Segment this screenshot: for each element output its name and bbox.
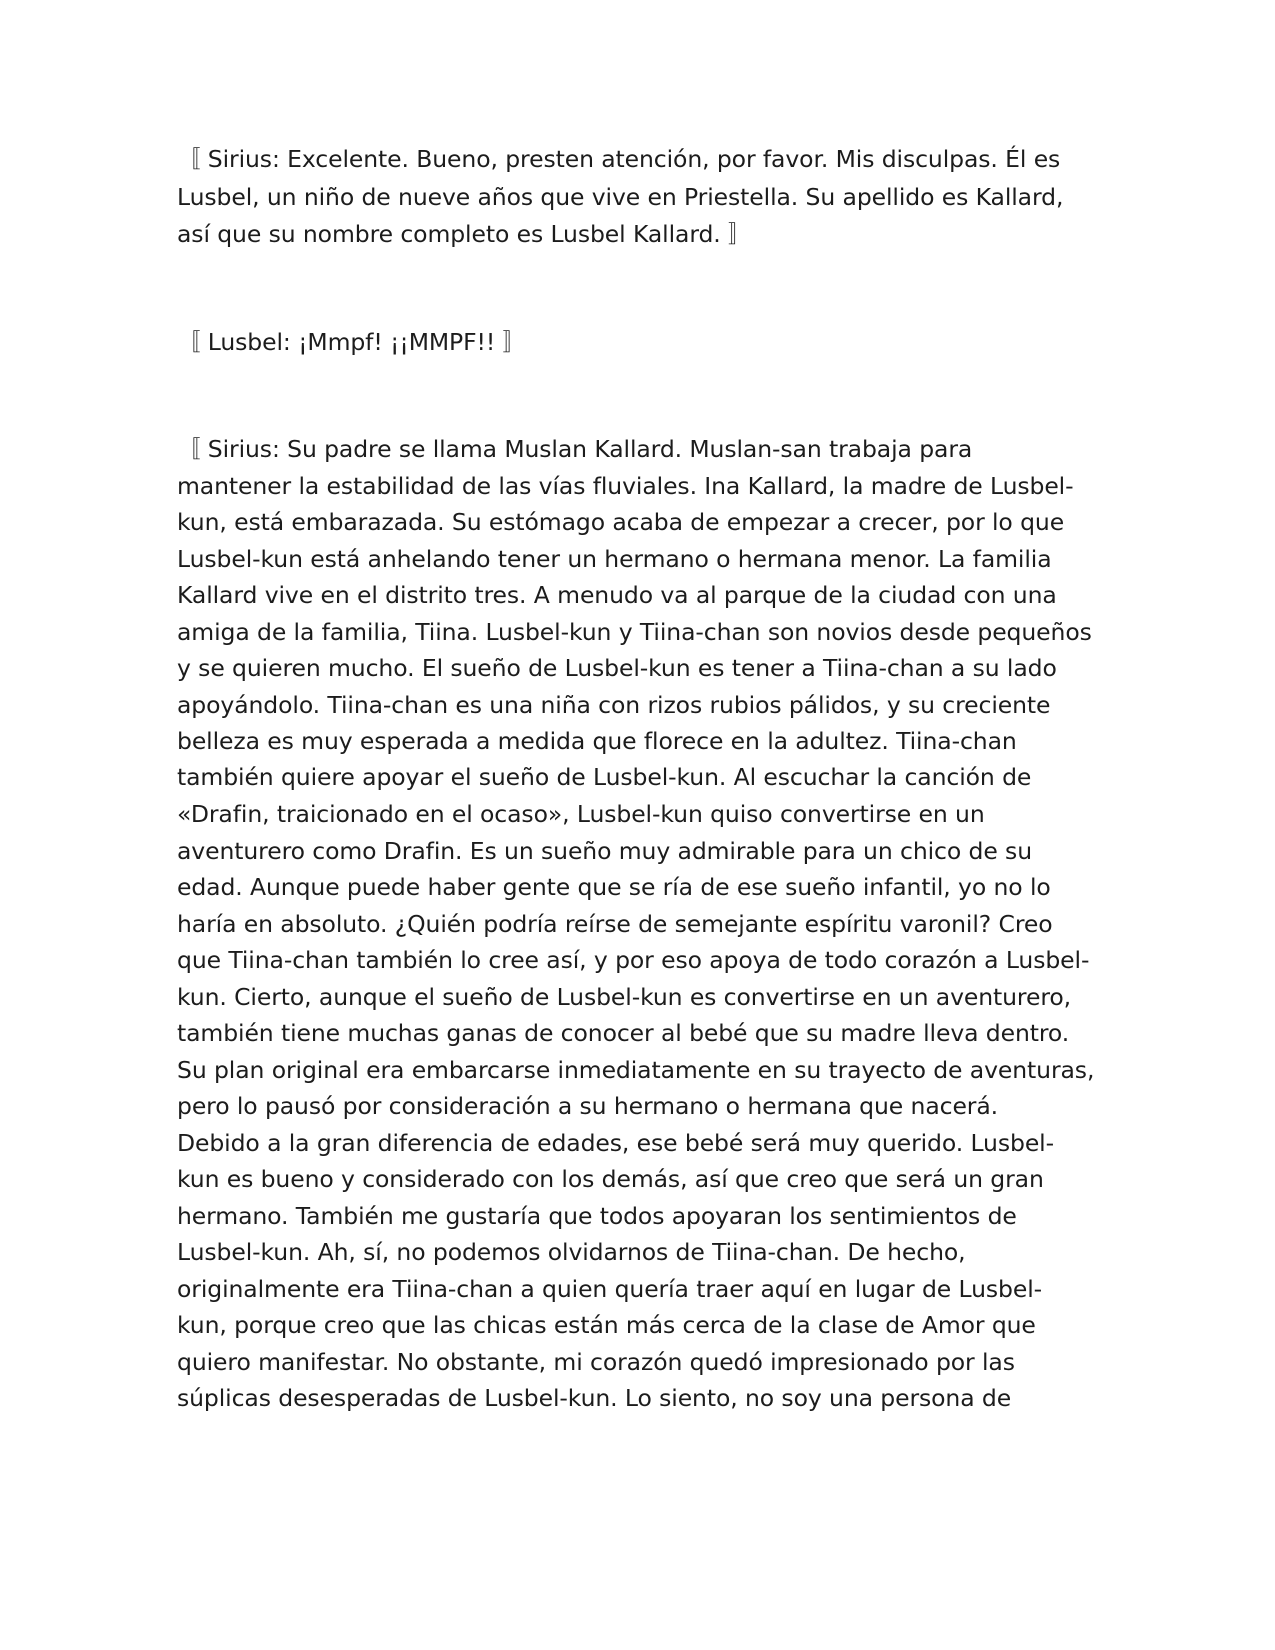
text-line: Lusbel-kun. Ah, sí, no podemos olvidarnos de Tiina-chan. De hecho,	[177, 1238, 966, 1266]
text-line: así que su nombre completo es Lusbel Kallard. 〛	[177, 220, 752, 248]
text-line: Su plan original era embarcarse inmediatamente en su trayecto de aventuras,	[177, 1056, 1095, 1084]
text-line: belleza es muy esperada a medida que florece en la adultez. Tiina-chan	[177, 727, 1017, 755]
text-line: kun, porque creo que las chicas están más cerca de la clase de Amor que	[177, 1311, 1036, 1339]
text-line: también quiere apoyar el sueño de Lusbel-kun. Al escuchar la canción de	[177, 763, 1032, 791]
text-line: amiga de la familia, Tiina. Lusbel-kun y Tiina-chan son novios desde pequeños	[177, 618, 1092, 646]
text-line: kun. Cierto, aunque el sueño de Lusbel-kun es convertirse en un aventurero,	[177, 983, 1072, 1011]
text-line: que Tiina-chan también lo cree así, y por eso apoya de todo corazón a Lusbel-	[177, 946, 1090, 974]
text-line: Kallard vive en el distrito tres. A menudo va al parque de la ciudad con una	[177, 581, 1057, 609]
text-line: súplicas desesperadas de Lusbel-kun. Lo siento, no soy una persona de	[177, 1384, 1012, 1412]
text-line: pero lo pausó por consideración a su hermano o hermana que nacerá.	[177, 1092, 999, 1120]
text-line: 〚 Lusbel: ¡Mmpf! ¡¡MMPF!! 〛	[177, 328, 526, 356]
text-line: y se quieren mucho. El sueño de Lusbel-kun es tener a Tiina-chan a su lado	[177, 654, 1057, 682]
text-line: también tiene muchas ganas de conocer al bebé que su madre lleva dentro.	[177, 1019, 1070, 1047]
text-line: 〚 Sirius: Excelente. Bueno, presten atención, por favor. Mis disculpas. Él es	[177, 145, 1061, 173]
text-line: kun, está embarazada. Su estómago acaba de empezar a crecer, por lo que	[177, 508, 1065, 536]
text-line: originalmente era Tiina-chan a quien quería traer aquí en lugar de Lusbel-	[177, 1275, 1043, 1303]
text-line: hermano. También me gustaría que todos apoyaran los sentimientos de	[177, 1202, 1017, 1230]
text-line: Lusbel, un niño de nueve años que vive en Priestella. Su apellido es Kallard,	[177, 183, 1064, 211]
text-line: edad. Aunque puede haber gente que se ría de ese sueño infantil, yo no lo	[177, 873, 1051, 901]
text-line: apoyándolo. Tiina-chan es una niña con rizos rubios pálidos, y su creciente	[177, 691, 1051, 719]
text-line: aventurero como Drafin. Es un sueño muy admirable para un chico de su	[177, 837, 1032, 865]
text-line: Lusbel-kun está anhelando tener un hermano o hermana menor. La familia	[177, 545, 1052, 573]
text-line: «Drafin, traicionado en el ocaso», Lusbel-kun quiso convertirse en un	[177, 800, 985, 828]
text-line: quiero manifestar. No obstante, mi corazón quedó impresionado por las	[177, 1348, 1015, 1376]
text-line: Debido a la gran diferencia de edades, ese bebé será muy querido. Lusbel-	[177, 1129, 1054, 1157]
text-line: haría en absoluto. ¿Quién podría reírse de semejante espíritu varonil? Creo	[177, 910, 1053, 938]
text-line: kun es bueno y considerado con los demás, así que creo que será un gran	[177, 1165, 1044, 1193]
text-line: 〚 Sirius: Su padre se llama Muslan Kallard. Muslan-san trabaja para	[177, 435, 973, 463]
text-line: mantener la estabilidad de las vías fluviales. Ina Kallard, la madre de Lusbel-	[177, 472, 1074, 500]
